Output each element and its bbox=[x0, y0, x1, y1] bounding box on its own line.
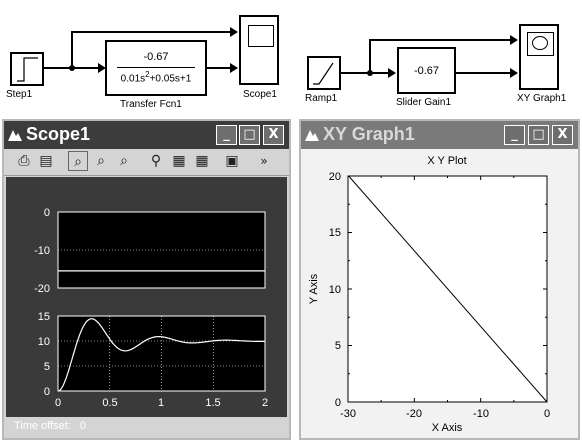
scope-xtick: 1 bbox=[157, 397, 165, 409]
xy-graph-block-screen bbox=[527, 32, 554, 56]
time-offset-status bbox=[14, 420, 86, 432]
transfer-fcn-block[interactable] bbox=[105, 40, 207, 96]
transfer-fcn-label: Transfer Fcn1 bbox=[120, 99, 182, 110]
scope-window-title: Scope1 bbox=[26, 124, 91, 144]
xy-plot bbox=[301, 149, 578, 438]
scope-ytick: 15 bbox=[37, 311, 50, 323]
binoculars-icon[interactable]: ⚲ bbox=[150, 153, 162, 169]
xy-graph-window bbox=[299, 119, 580, 440]
xy-title-bar[interactable] bbox=[301, 121, 578, 149]
scope-block[interactable] bbox=[239, 15, 279, 85]
step-label: Step1 bbox=[6, 89, 33, 100]
scope-title-bar[interactable] bbox=[4, 121, 289, 149]
maximize-button[interactable]: □ bbox=[239, 125, 260, 145]
ramp-icon bbox=[309, 58, 339, 88]
xy-graph-label: XY Graph1 bbox=[517, 93, 567, 104]
zoom-y-icon[interactable]: ⌕ bbox=[120, 153, 128, 169]
close-button[interactable]: X bbox=[263, 125, 284, 145]
model-wires bbox=[0, 0, 582, 115]
xy-xtick: -30 bbox=[340, 408, 356, 420]
xy-ytick: 20 bbox=[328, 171, 341, 183]
scope-xtick: 1.5 bbox=[205, 397, 221, 409]
xy-ylabel: Y Axis bbox=[308, 273, 320, 305]
zoom-x-icon[interactable]: ⌕ bbox=[97, 153, 105, 169]
xy-ytick: 10 bbox=[328, 284, 341, 296]
matlab-logo-icon bbox=[304, 127, 320, 143]
ramp-block[interactable] bbox=[307, 56, 341, 90]
slider-gain-value: -0.67 bbox=[413, 65, 440, 77]
xy-plot-title: X Y Plot bbox=[427, 155, 467, 167]
save-axes-icon[interactable]: ▦ bbox=[172, 153, 186, 169]
print-icon[interactable]: ⎙ bbox=[18, 153, 30, 169]
toolbar-separator bbox=[4, 175, 289, 176]
minimize-button[interactable]: _ bbox=[504, 125, 525, 145]
xy-xtick: 0 bbox=[543, 408, 551, 420]
scope-plot-area bbox=[6, 177, 287, 417]
slider-gain-block[interactable] bbox=[397, 47, 456, 94]
time-offset-label: Time offset: bbox=[14, 420, 71, 432]
xy-window-title: XY Graph1 bbox=[323, 124, 415, 144]
scope-ytick: 0 bbox=[43, 386, 50, 398]
xy-xlabel: X Axis bbox=[431, 422, 463, 434]
scope-ytick: 0 bbox=[43, 207, 50, 219]
transfer-fraction-bar bbox=[117, 67, 195, 68]
scope-xtick: 0 bbox=[54, 397, 62, 409]
scope-axes-1 bbox=[58, 212, 265, 288]
toolbar-overflow-button[interactable]: » bbox=[260, 154, 268, 168]
scope-block-screen bbox=[248, 25, 274, 47]
scope-ytick: 10 bbox=[37, 336, 50, 348]
scope-xtick: 0.5 bbox=[102, 397, 118, 409]
xy-graph-block[interactable] bbox=[519, 24, 559, 90]
ramp-label: Ramp1 bbox=[305, 93, 338, 104]
slider-gain-label: Slider Gain1 bbox=[396, 97, 452, 108]
scope-xtick: 2 bbox=[261, 397, 269, 409]
scope-ytick: 5 bbox=[43, 361, 50, 373]
transfer-numerator: -0.67 bbox=[143, 51, 169, 63]
transfer-denominator: $0.01s^2+0.05s+1$ bbox=[120, 70, 192, 85]
xy-xtick: -20 bbox=[406, 408, 422, 420]
step-block[interactable] bbox=[10, 52, 44, 86]
time-offset-value: 0 bbox=[79, 420, 87, 432]
maximize-button[interactable]: □ bbox=[528, 125, 549, 145]
parameters-icon[interactable]: ▤ bbox=[39, 153, 53, 169]
xy-graph-block-circle bbox=[532, 36, 548, 50]
scope-axes bbox=[6, 177, 287, 417]
scope-ytick: -10 bbox=[34, 245, 50, 257]
xy-ytick: 5 bbox=[334, 340, 341, 352]
restore-axes-icon[interactable]: ▦ bbox=[195, 153, 209, 169]
floating-scope-icon[interactable]: ▣ bbox=[225, 153, 239, 169]
close-button[interactable]: X bbox=[552, 125, 573, 145]
scope-window bbox=[2, 119, 291, 440]
step-icon bbox=[12, 54, 42, 84]
minimize-button[interactable]: _ bbox=[216, 125, 237, 145]
scope-ytick: -20 bbox=[34, 283, 50, 295]
xy-xtick: -10 bbox=[473, 408, 489, 420]
zoom-icon[interactable]: ⌕ bbox=[68, 151, 88, 171]
scope-label: Scope1 bbox=[243, 89, 277, 100]
xy-ytick: 15 bbox=[328, 227, 341, 239]
xy-ytick: 0 bbox=[334, 397, 341, 409]
matlab-logo-icon bbox=[7, 127, 23, 143]
